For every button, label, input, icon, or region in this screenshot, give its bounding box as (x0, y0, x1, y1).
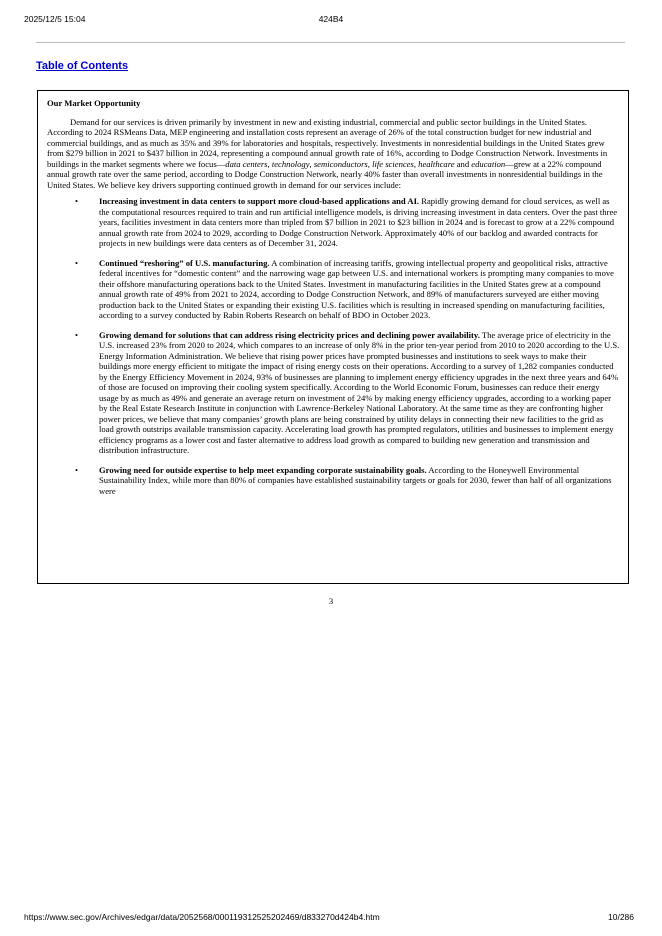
intro-text-2: —grew at a 22% compound annual growth rate over the same period, according to Dodge Construction Network, nearly 40% faster than overall investments in nonresidential buildings in the United States. We believe key drivers supporting continued growth in demand for our services include: (47, 158, 603, 190)
bullet-icon: • (75, 329, 79, 340)
separator: , (413, 158, 419, 169)
market-opportunity-section (37, 90, 629, 584)
bullet-icon: • (75, 196, 79, 206)
bullet-title: Continued “reshoring” of U.S. manufacturing. (99, 257, 270, 268)
intro-text-1: Demand for our services is driven primarily by investment in new and existing industrial, commercial and public sector buildings in the United States. According to 2024 RSMeans Data, MEP engineering and installation costs represent an average of 26% of the total construction budget for new industrial and commercial buildings, and as much as 35% and 39% for laboratories and hospitals, respectively. Investments in nonresidential buildings in the United States grew from $279 billion in 2021 to $437 billion in 2024, representing a compound annual growth rate of 16%, according to Dodge Construction Network. Investments in buildings in the market segments where we focus— (47, 116, 608, 169)
header-divider (36, 42, 625, 43)
bullet-text: Rapidly growing demand for cloud services, as well as the computational resources required to train and run artificial intelligence models, is driving increasing investment in data centers. Over the past three years, facilities investment in data centers more than tripled from $7 billion in 2021 to $23 billion in 2024 and is forecast to grow at a 22% compound annual growth rate from 2024 to 2029, according to Dodge Construction Network. Approximately 40% of our backlog and awarded contracts for projects in new buildings were data centers as of December 31, 2024. (99, 196, 618, 248)
list-item (47, 330, 620, 456)
bullet-icon: • (75, 257, 79, 268)
growth-drivers-list (47, 196, 620, 496)
bullet-text: A combination of increasing tariffs, growing intellectual property and geopolitical risks, attractive federal incentives for “domestic content” and the narrowing wage gap between U.S. and international workers is prompting many companies to move their offshore manufacturing operations back to the United States. Investment in manufacturing facilities in the United States grew at a compound annual growth rate of 49% from 2021 to 2024, according to Dodge Construction Network, and 89% of manufacturers surveyed are either moving production back to the United States or expanding their existing U.S. facilities which is resulting in increased spending on manufacturing facilities, according to a survey conducted by Rabin Roberts Research on behalf of BDO in October 2023. (99, 257, 614, 320)
print-header-datetime: 2025/12/5 15:04 (24, 14, 86, 24)
focus-segment-healthcare: healthcare (418, 158, 455, 169)
print-footer-url: https://www.sec.gov/Archives/edgar/data/2052568/000119312525202469/d833270d424b4.htm (24, 912, 380, 922)
table-of-contents-link[interactable]: Table of Contents (36, 60, 129, 72)
bullet-icon: • (75, 464, 79, 475)
print-header-title: 424B4 (318, 14, 344, 24)
page-number: 3 (328, 596, 334, 606)
section-heading: Our Market Opportunity (47, 98, 141, 108)
list-item (47, 196, 620, 249)
focus-segment-technology: technology (271, 158, 310, 169)
bullet-title: Growing need for outside expertise to help meet expanding corporate sustainability goals. (99, 464, 427, 475)
focus-segment-life-sciences: life sciences (372, 158, 414, 169)
focus-segment-semiconductors: semiconductors (313, 158, 368, 169)
list-item (47, 258, 620, 321)
bullet-title: Increasing investment in data centers to support more cloud-based applications and AI. (99, 196, 420, 206)
bullet-text: The average price of electricity in the U.S. increased 23% from 2020 to 2024, which compares to an increase of only 8% in the prior ten-year period from 2010 to 2020 according to the U.S. Energy Information Administration. We believe that rising power prices have prompted businesses and institutions to seek ways to make their buildings more energy efficient to mitigate the impact of rising energy costs on their operations. According to a survey of 1,282 companies conducted by the Energy Efficiency Movement in 2024, 93% of businesses are planning to implement energy efficiency upgrades in the next three years and 64% of those are focused on improving their cooling system specifically. According to the World Economic Forum, businesses can reduce their energy usage by as much as 49% and generate an average return on investment of 24% by making energy efficiency upgrades, according to a working paper by the Real Estate Research Institute in conjunction with Lawrence-Berkeley National Laboratory. At the same time as they are confronting higher power prices, we believe that many companies’ growth plans are being constrained by utility delays in connecting their new facilities to the grid as load growth outstrips available transmission capacity. Accelerating load growth has prompted regulators, utilities and businesses to implement energy efficiency programs as a lower cost and faster alternative to address load growth as compared to building new generation and transmission and distribution infrastructure. (99, 329, 620, 455)
separator: , (367, 158, 373, 169)
bullet-title: Growing demand for solutions that can address rising electricity prices and declining power availability. (99, 329, 480, 340)
print-footer-page-count: 10/286 (608, 912, 634, 922)
separator: , (267, 158, 272, 169)
separator: and (454, 158, 472, 169)
intro-paragraph (47, 117, 620, 191)
focus-segment-education: education (471, 158, 506, 169)
bullet-text: According to the Honeywell Environmental Sustainability Index, while more than 80% of companies have established sustainability targets or goals for 2030, fewer than half of all organizations were (99, 464, 612, 496)
focus-segment-data-centers: data centers (225, 158, 268, 169)
list-item (47, 465, 620, 497)
separator: , (309, 158, 314, 169)
